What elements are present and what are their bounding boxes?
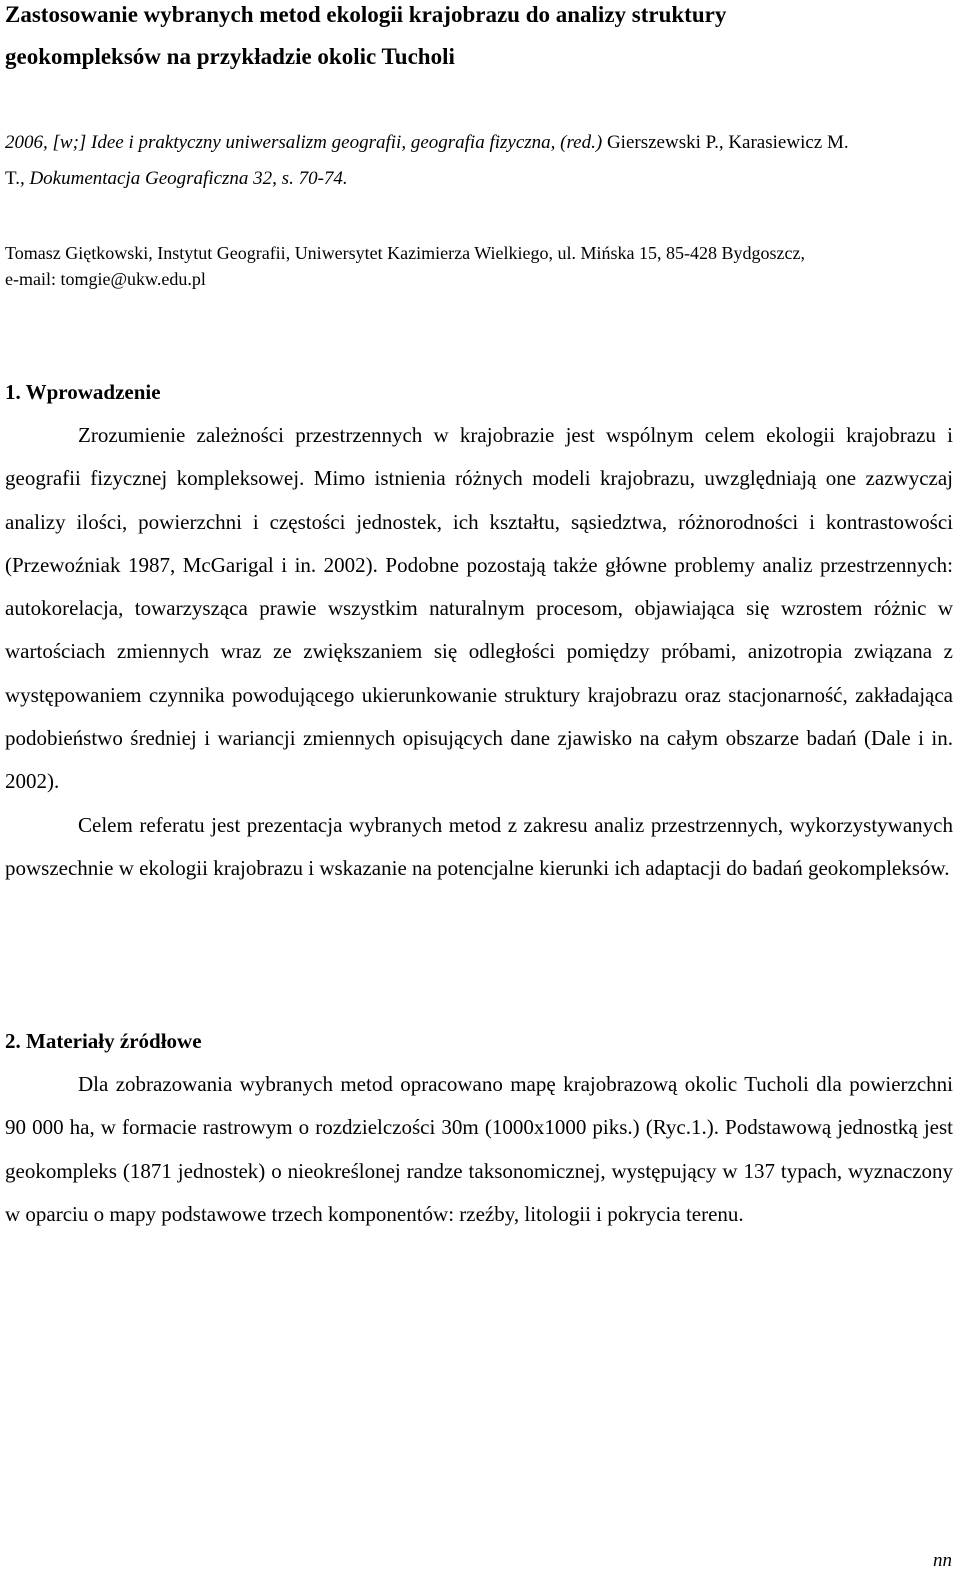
citation-editors-1: Gierszewski P., Karasiewicz M. <box>602 132 849 153</box>
paragraph: Dla zobrazowania wybranych metod opracowano mapę krajobrazową okolic Tucholi dla powierzchni 90 000 ha, w formacie rastrowym o rozdzielczości 30m (1000x1000 piks.) (Ryc.1.). Podstawową jednostką jest geokompleks (1871 jednostek) o nieokreślonej randze taksonomicznej, występujący w 137 typach, wyznaczony w oparciu o mapy podstawowe trzech komponentów: rzeźby, litologii i pokrycia terenu. <box>5 1072 953 1226</box>
section-body-materials <box>5 1063 953 1236</box>
citation-series: , Dokumentacja Geograficzna 32, s. 70-74. <box>19 168 348 189</box>
paragraph: Celem referatu jest prezentacja wybranych metod z zakresu analiz przestrzennych, wykorzystywanych powszechnie w ekologii krajobrazu i wskazanie na potencjalne kierunki ich adaptacji do badań geokompleksów. <box>5 812 953 880</box>
section-heading-intro: 1. Wprowadzenie <box>5 380 161 404</box>
title-line-1: Zastosowanie wybranych metod ekologii krajobrazu do analizy struktury <box>5 2 727 27</box>
paper-title <box>5 0 905 78</box>
citation-source: 2006, [w;] Idee i praktyczny uniwersalizm geografii, geografia fizyczna, (red.) <box>5 132 603 153</box>
author-email: e-mail: tomgie@ukw.edu.pl <box>5 269 206 289</box>
page-number: nn <box>933 1550 952 1571</box>
paragraph: Zrozumienie zależności przestrzennych w krajobrazie jest wspólnym celem ekologii krajobrazu i geografii fizycznej kompleksowej. Mimo istnienia różnych modeli krajobrazu, uwzględniają one zazwyczaj analizy ilości, powierzchni i częstości jednostek, ich kształtu, sąsiedztwa, różnorodności i kontrastowości (Przewoźniak 1987, McGarigal i in. 2002). Podobne pozostają także główne problemy analiz przestrzennych: autokorelacja, towarzysząca prawie wszystkim naturalnym procesom, objawiająca się wzrostem różnic w wartościach zmiennych wraz ze zwiększaniem się odległości pomiędzy próbami, anizotropia związana z występowaniem czynnika powodującego ukierunkowanie struktury krajobrazu oraz stacjonarność, zakładająca podobieństwo średniej i wariancji zmiennych opisujących dane zjawisko na całym obszarze badań (Dale i in. 2002). <box>5 423 953 794</box>
author-affiliation <box>5 240 955 292</box>
section-heading-materials: 2. Materiały źródłowe <box>5 1029 202 1053</box>
section-body-intro <box>5 414 953 890</box>
citation <box>5 125 955 197</box>
author-line-1: Tomasz Giętkowski, Instytut Geografii, Uniwersytet Kazimierza Wielkiego, ul. Mińska 15, 85-428 Bydgoszcz, <box>5 243 806 263</box>
citation-editors-2: T. <box>5 168 20 189</box>
title-line-2: geokompleksów na przykładzie okolic Tucholi <box>5 44 455 69</box>
